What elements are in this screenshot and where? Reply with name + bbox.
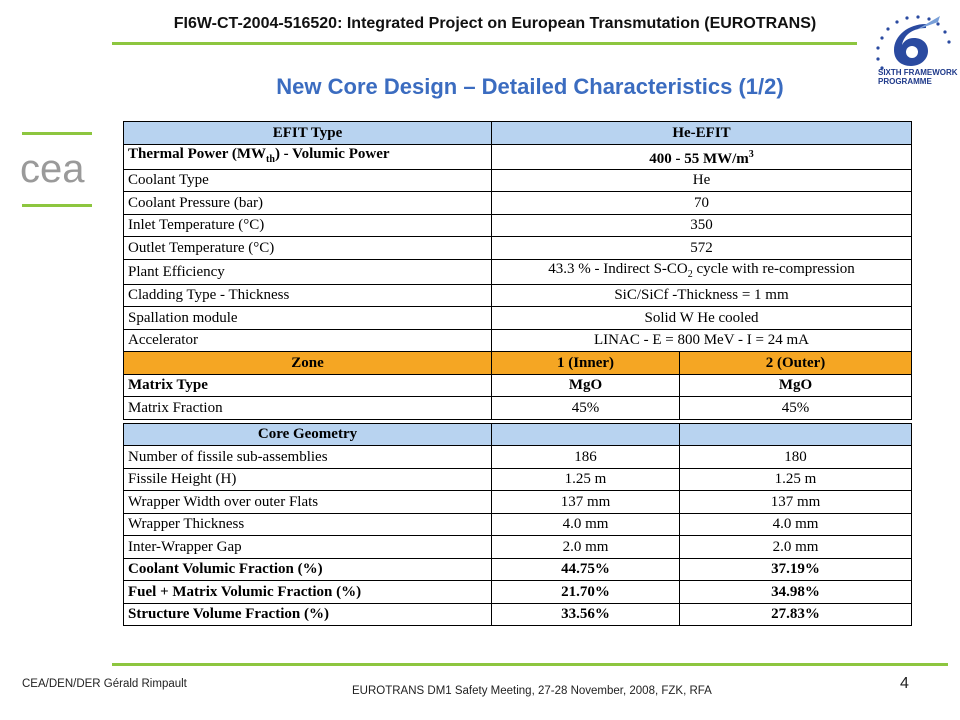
table-row: [124, 536, 912, 559]
row-inner-value: 2.0 mm: [492, 536, 680, 559]
table-row: [124, 491, 912, 514]
row-inner-value: 4.0 mm: [492, 513, 680, 536]
table-row: [124, 237, 912, 260]
row-inner-value: 1.25 m: [492, 468, 680, 491]
row-value: 70: [492, 192, 912, 215]
footer-author: CEA/DEN/DER Gérald Rimpault: [22, 678, 187, 690]
row-value: LINAC - E = 800 MeV - I = 24 mA: [492, 329, 912, 352]
logo-text-line2: PROGRAMME: [878, 77, 932, 86]
row-inner-value: 137 mm: [492, 491, 680, 514]
thermal-power-label: Thermal Power $(MW_{th})$ - Volumic Power: [124, 144, 492, 169]
zone-outer-label: 2 (Outer): [680, 352, 912, 375]
cea-logo: [18, 122, 98, 218]
cea-logo-text: cea: [20, 147, 85, 191]
row-outer-value: 137 mm: [680, 491, 912, 514]
row-label: Outlet Temperature (°C): [124, 237, 492, 260]
table-row: [124, 374, 912, 397]
row-value: Solid W He cooled: [492, 307, 912, 330]
core-geometry-label: Core Geometry: [124, 423, 492, 446]
row-inner-value: 44.75%: [492, 558, 680, 581]
slide-title: New Core Design – Detailed Characteristics (1/2): [276, 74, 784, 99]
plant-efficiency-value: 43.3 % - Indirect $S-CO_2$ cycle with re-compression: [492, 259, 912, 284]
row-value: 572: [492, 237, 912, 260]
row-outer-value: 4.0 mm: [680, 513, 912, 536]
header-divider: [112, 42, 857, 45]
row-label: Fissile Height (H): [124, 468, 492, 491]
table-row: [124, 397, 912, 420]
row-inner-value: 186: [492, 446, 680, 469]
row-label: Spallation module: [124, 307, 492, 330]
row-label: Number of fissile sub-assemblies: [124, 446, 492, 469]
table-row: [124, 468, 912, 491]
row-label: Accelerator: [124, 329, 492, 352]
table-row: [124, 169, 912, 192]
header-title: FI6W-CT-2004-516520: Integrated Project on European Transmutation (EUROTRANS): [173, 15, 817, 32]
table-row: [124, 192, 912, 215]
row-label: Wrapper Thickness: [124, 513, 492, 536]
plant-efficiency-row: [124, 259, 912, 284]
row-outer-value: 1.25 m: [680, 468, 912, 491]
row-outer-value: 2.0 mm: [680, 536, 912, 559]
table-row: [124, 558, 912, 581]
row-label: Coolant Volumic Fraction (%): [124, 558, 492, 581]
page-number: 4: [900, 675, 909, 692]
core-geometry-header-row: [124, 423, 912, 446]
table-row: [124, 307, 912, 330]
footer-meeting: EUROTRANS DM1 Safety Meeting, 27-28 November, 2008, FZK, RFA: [352, 685, 712, 697]
row-label: Matrix Type: [124, 374, 492, 397]
table-row: [124, 603, 912, 626]
row-outer-value: 45%: [680, 397, 912, 420]
table-row: [124, 284, 912, 307]
core-characteristics-table: [123, 121, 912, 626]
row-outer-value: MgO: [680, 374, 912, 397]
row-inner-value: 33.56%: [492, 603, 680, 626]
row-label: Inter-Wrapper Gap: [124, 536, 492, 559]
row-value: He: [492, 169, 912, 192]
footer-divider: [112, 663, 948, 666]
row-outer-value: 34.98%: [680, 581, 912, 604]
row-label: Coolant Pressure (bar): [124, 192, 492, 215]
row-value: SiC/SiCf -Thickness = 1 mm: [492, 284, 912, 307]
row-label: Wrapper Width over outer Flats: [124, 491, 492, 514]
efit-type-label: EFIT Type: [124, 122, 492, 145]
table-row: [124, 513, 912, 536]
plant-efficiency-label: Plant Efficiency: [124, 259, 492, 284]
row-outer-value: 27.83%: [680, 603, 912, 626]
table-row: [124, 581, 912, 604]
row-outer-value: 37.19%: [680, 558, 912, 581]
table-row: [124, 446, 912, 469]
zone-inner-label: 1 (Inner): [492, 352, 680, 375]
row-inner-value: 45%: [492, 397, 680, 420]
table-row: [124, 329, 912, 352]
row-inner-value: MgO: [492, 374, 680, 397]
thermal-power-row: [124, 144, 912, 169]
efit-type-header-row: [124, 122, 912, 145]
thermal-power-value: 400 - 55 $MW/m^3$: [492, 144, 912, 169]
row-inner-value: 21.70%: [492, 581, 680, 604]
row-outer-value: 180: [680, 446, 912, 469]
row-label: Fuel + Matrix Volumic Fraction (%): [124, 581, 492, 604]
row-label: Coolant Type: [124, 169, 492, 192]
logo-text-line1: SIXTH FRAMEWORK: [878, 68, 958, 77]
row-label: Structure Volume Fraction (%): [124, 603, 492, 626]
table-row: [124, 214, 912, 237]
zone-header-row: [124, 352, 912, 375]
row-label: Matrix Fraction: [124, 397, 492, 420]
row-value: 350: [492, 214, 912, 237]
row-label: Cladding Type - Thickness: [124, 284, 492, 307]
efit-type-value: He-EFIT: [492, 122, 912, 145]
zone-label: Zone: [124, 352, 492, 375]
row-label: Inlet Temperature (°C): [124, 214, 492, 237]
